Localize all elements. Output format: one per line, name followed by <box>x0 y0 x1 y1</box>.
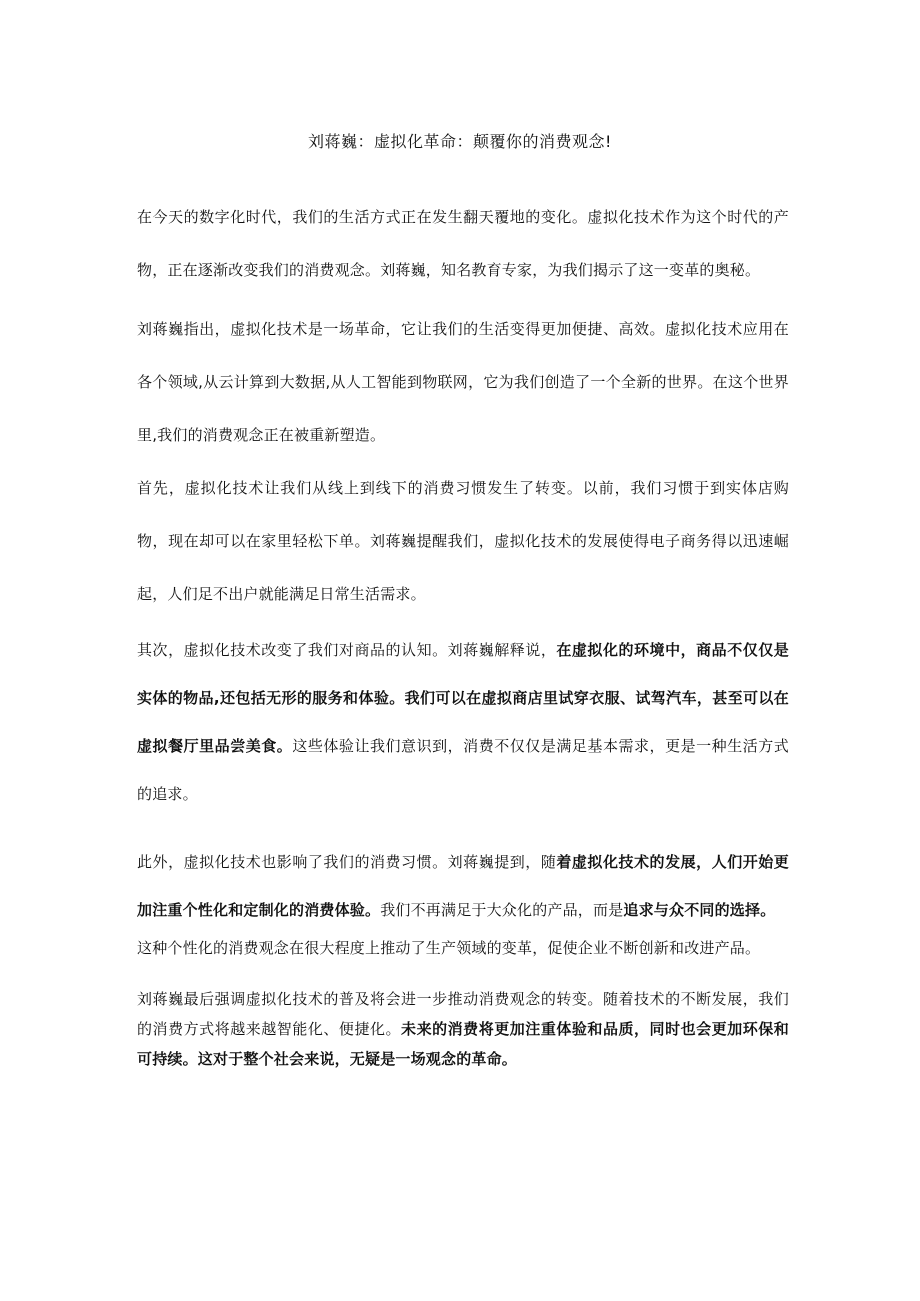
paragraph-text: 此外，虚拟化技术也影响了我们的消费习惯。刘蒋巍提到，随 <box>137 853 557 871</box>
paragraph-text: 在今天的数字化时代，我们的生活方式正在发生翻天覆地的变化。虚拟化技术作为这个时代的产物，正在逐渐改变我们的消费观念。刘蒋巍，知名教育专家，为我们揭示了这一变革的奥秘。 <box>137 208 789 279</box>
paragraph-text: 刘蒋巍最后强调虚拟化技术的普及将会进一步推动消费观念的转变。随着技术的不断发展，我们的消费方式将越来越智能化、便捷化。 <box>137 990 789 1038</box>
paragraph-first <box>137 462 789 621</box>
paragraph-moreover <box>137 838 789 934</box>
paragraph-text: 我们不再满足于大众化的产品，而是 <box>380 901 624 919</box>
paragraph-revolution <box>137 303 789 462</box>
paragraph-second <box>137 626 789 818</box>
paragraph-text: 首先，虚拟化技术让我们从线上到线下的消费习惯发生了转变。以前，我们习惯于到实体店购物，现在却可以在家里轻松下单。刘蒋巍提醒我们，虚拟化技术的发展使得电子商务得以迅速崛起，人们足不出户就能满足日常生活需求。 <box>137 479 789 603</box>
document-title: 刘蒋巍：虚拟化革命：颠覆你的消费观念! <box>308 132 612 151</box>
paragraph-text: 刘蒋巍指出，虚拟化技术是一场革命，它让我们的生活变得更加便捷、高效。虚拟化技术应用在各个领域,从云计算到大数据,从人工智能到物联网，它为我们创造了一个全新的世界。在这个世界里,我们的消费观念正在被重新塑造。 <box>137 320 789 444</box>
paragraph-personalization <box>137 933 789 963</box>
paragraph-text: 这种个性化的消费观念在很大程度上推动了生产领域的变革，促使企业不断创新和改进产品。 <box>137 939 761 957</box>
paragraph-conclusion <box>137 984 789 1074</box>
paragraph-text: 其次，虚拟化技术改变了我们对商品的认知。刘蒋巍解释说， <box>137 641 557 659</box>
paragraph-intro <box>137 191 789 297</box>
paragraph-bold-text: 未来的消费将更加注重体验和品质，同时也会更加环保和可持续。这对于整个社会来说，无疑是一场观念的革命。 <box>137 1020 789 1068</box>
paragraph-text: 这些体验让我们意识到，消费不仅仅是满足基本需求，更是一种生活方式的追求。 <box>137 737 789 803</box>
paragraph-bold-text: 追求与众不同的选择。 <box>623 901 776 919</box>
paragraph-bold-text: 在虚拟化的环境中，商品不仅仅是实体的物品,还包括无形的服务和体验。我们可以在虚拟商店里试穿衣服、试驾汽车，甚至可以在虚拟餐厅里品尝美食。 <box>137 641 789 755</box>
paragraph-bold-text: 着虚拟化技术的发展，人们开始更加注重个性化和定制化的消费体验。 <box>137 853 789 919</box>
